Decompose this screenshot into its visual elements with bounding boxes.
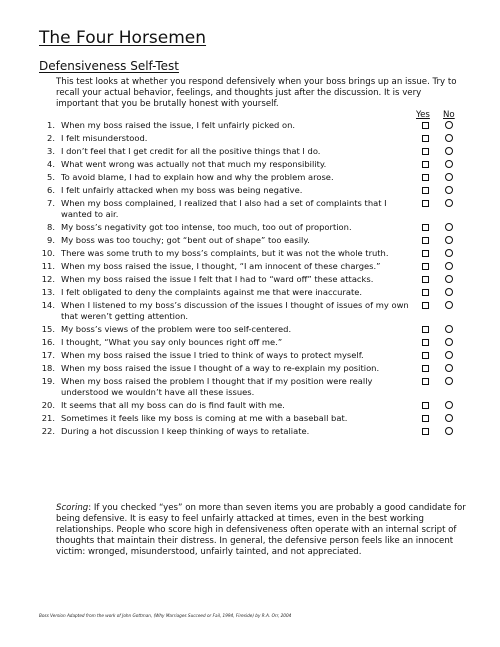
- yes-checkbox[interactable]: [422, 428, 429, 435]
- question-text: My boss’s views of the problem were too self-centered.: [61, 324, 292, 334]
- no-radio[interactable]: [445, 236, 453, 244]
- question-number: 17.: [41, 350, 55, 360]
- yes-checkbox[interactable]: [422, 352, 429, 359]
- no-radio[interactable]: [445, 325, 453, 333]
- scoring-paragraph: [56, 503, 470, 558]
- question-text: Sometimes it feels like my boss is coming at me with a baseball bat.: [61, 413, 348, 423]
- question-item: [40, 261, 470, 274]
- question-number: 15.: [41, 324, 55, 334]
- page-title: The Four Horsemen: [39, 28, 207, 48]
- no-radio[interactable]: [445, 134, 453, 142]
- question-item: [40, 235, 470, 248]
- yes-checkbox[interactable]: [422, 200, 429, 207]
- question-item: [40, 400, 470, 413]
- question-number: 12.: [41, 274, 55, 284]
- no-radio[interactable]: [445, 249, 453, 257]
- footnote: Boss Version Adapted from the work of John Gottman, (Why Marriages Succeed or Fail, 1994, Fireside) by R.A. Orr, 2004: [39, 613, 292, 618]
- question-number: 11.: [41, 261, 55, 271]
- question-text: I thought, “What you say only bounces right off me.”: [61, 337, 283, 347]
- question-item: [40, 222, 470, 235]
- question-list: [40, 120, 470, 439]
- question-text: When my boss raised the issue I tried to think of ways to protect myself.: [61, 350, 364, 360]
- question-text: When my boss raised the issue, I thought, “I am innocent of these charges.”: [61, 261, 381, 271]
- yes-checkbox[interactable]: [422, 250, 429, 257]
- question-number: 1.: [47, 120, 55, 130]
- no-radio[interactable]: [445, 275, 453, 283]
- yes-checkbox[interactable]: [422, 378, 429, 385]
- question-item: [40, 133, 470, 146]
- question-item: [40, 300, 470, 324]
- question-item: [40, 287, 470, 300]
- section-title: Defensiveness Self-Test: [39, 59, 179, 73]
- yes-checkbox[interactable]: [422, 302, 429, 309]
- question-item: [40, 248, 470, 261]
- yes-checkbox[interactable]: [422, 263, 429, 270]
- no-radio[interactable]: [445, 364, 453, 372]
- question-text: I felt unfairly attacked when my boss was being negative.: [61, 185, 303, 195]
- question-text: My boss was too touchy; got “bent out of shape” too easily.: [61, 235, 310, 245]
- question-number: 14.: [41, 300, 55, 310]
- no-radio[interactable]: [445, 301, 453, 309]
- question-text: During a hot discussion I keep thinking of ways to retaliate.: [61, 426, 310, 436]
- question-item: [40, 413, 470, 426]
- question-number: 18.: [41, 363, 55, 373]
- yes-checkbox[interactable]: [422, 415, 429, 422]
- no-radio[interactable]: [445, 186, 453, 194]
- no-radio[interactable]: [445, 160, 453, 168]
- question-item: [40, 324, 470, 337]
- question-item: [40, 426, 470, 439]
- no-radio[interactable]: [445, 147, 453, 155]
- question-text: There was some truth to my boss’s complaints, but it was not the whole truth.: [61, 248, 389, 258]
- question-item: [40, 350, 470, 363]
- no-radio[interactable]: [445, 262, 453, 270]
- intro-paragraph: This test looks at whether you respond defensively when your boss brings up an issue. Try to recall your actual behavior, feelings, and thoughts just after the discussion. It is very important that you be brutally honest with yourself.: [56, 77, 457, 109]
- question-number: 21.: [41, 413, 55, 423]
- question-text: My boss’s negativity got too intense, too much, too out of proportion.: [61, 222, 352, 232]
- question-number: 19.: [41, 376, 55, 386]
- question-number: 3.: [47, 146, 55, 156]
- question-item: [40, 146, 470, 159]
- question-number: 22.: [41, 426, 55, 436]
- question-text: When I listened to my boss’s discussion of the issues I thought of issues of my own that weren’t getting attention.: [61, 300, 409, 321]
- question-number: 16.: [41, 337, 55, 347]
- no-radio[interactable]: [445, 414, 453, 422]
- question-text: When my boss raised the problem I thought that if my position were really understood we wouldn’t have all these issues.: [61, 376, 373, 397]
- no-radio[interactable]: [445, 121, 453, 129]
- question-number: 5.: [47, 172, 55, 182]
- question-number: 2.: [47, 133, 55, 143]
- yes-checkbox[interactable]: [422, 161, 429, 168]
- question-item: [40, 337, 470, 350]
- yes-checkbox[interactable]: [422, 276, 429, 283]
- question-number: 20.: [41, 400, 55, 410]
- yes-checkbox[interactable]: [422, 174, 429, 181]
- question-number: 4.: [47, 159, 55, 169]
- yes-checkbox[interactable]: [422, 339, 429, 346]
- yes-checkbox[interactable]: [422, 237, 429, 244]
- no-radio[interactable]: [445, 377, 453, 385]
- question-text: To avoid blame, I had to explain how and why the problem arose.: [61, 172, 334, 182]
- question-item: [40, 198, 470, 222]
- question-number: 6.: [47, 185, 55, 195]
- question-text: What went wrong was actually not that much my responsibility.: [61, 159, 327, 169]
- question-text: It seems that all my boss can do is find fault with me.: [61, 400, 285, 410]
- question-item: [40, 376, 470, 400]
- yes-checkbox[interactable]: [422, 135, 429, 142]
- question-number: 13.: [41, 287, 55, 297]
- question-number: 9.: [47, 235, 55, 245]
- no-radio[interactable]: [445, 199, 453, 207]
- question-number: 8.: [47, 222, 55, 232]
- scoring-text: : If you checked “yes” on more than seven items you are probably a good candidate for being defensive. It is easy to feel unfairly attacked at times, even in the best working relationships. People who score high in defensiveness often operate with an internal script of thoughts that maintain their distress. In general, the defensive person feels like an innocent victim: wronged, misunderstood, unfairly tainted, and not appreciated.: [56, 503, 466, 557]
- yes-checkbox[interactable]: [422, 402, 429, 409]
- yes-checkbox[interactable]: [422, 122, 429, 129]
- yes-checkbox[interactable]: [422, 148, 429, 155]
- no-radio[interactable]: [445, 288, 453, 296]
- yes-checkbox[interactable]: [422, 224, 429, 231]
- no-radio[interactable]: [445, 338, 453, 346]
- yes-checkbox[interactable]: [422, 326, 429, 333]
- yes-checkbox[interactable]: [422, 365, 429, 372]
- question-item: [40, 363, 470, 376]
- yes-checkbox[interactable]: [422, 289, 429, 296]
- question-item: [40, 159, 470, 172]
- question-item: [40, 274, 470, 287]
- no-column-header: No: [443, 110, 455, 120]
- yes-checkbox[interactable]: [422, 187, 429, 194]
- question-text: I felt obligated to deny the complaints against me that were inaccurate.: [61, 287, 363, 297]
- no-radio[interactable]: [445, 173, 453, 181]
- question-item: [40, 120, 470, 133]
- question-text: I felt misunderstood.: [61, 133, 148, 143]
- question-item: [40, 172, 470, 185]
- question-number: 7.: [47, 198, 55, 208]
- no-radio[interactable]: [445, 427, 453, 435]
- question-text: When my boss raised the issue I thought of a way to re-explain my position.: [61, 363, 380, 373]
- question-text: When my boss raised the issue I felt that I had to “ward off” these attacks.: [61, 274, 374, 284]
- question-text: When my boss raised the issue, I felt unfairly picked on.: [61, 120, 296, 130]
- question-number: 10.: [41, 248, 55, 258]
- no-radio[interactable]: [445, 351, 453, 359]
- scoring-label: Scoring: [56, 503, 89, 513]
- question-text: I don’t feel that I get credit for all the positive things that I do.: [61, 146, 321, 156]
- no-radio[interactable]: [445, 223, 453, 231]
- question-text: When my boss complained, I realized that I also had a set of complaints that I wanted to air.: [61, 198, 387, 219]
- yes-column-header: Yes: [416, 110, 430, 120]
- question-item: [40, 185, 470, 198]
- no-radio[interactable]: [445, 401, 453, 409]
